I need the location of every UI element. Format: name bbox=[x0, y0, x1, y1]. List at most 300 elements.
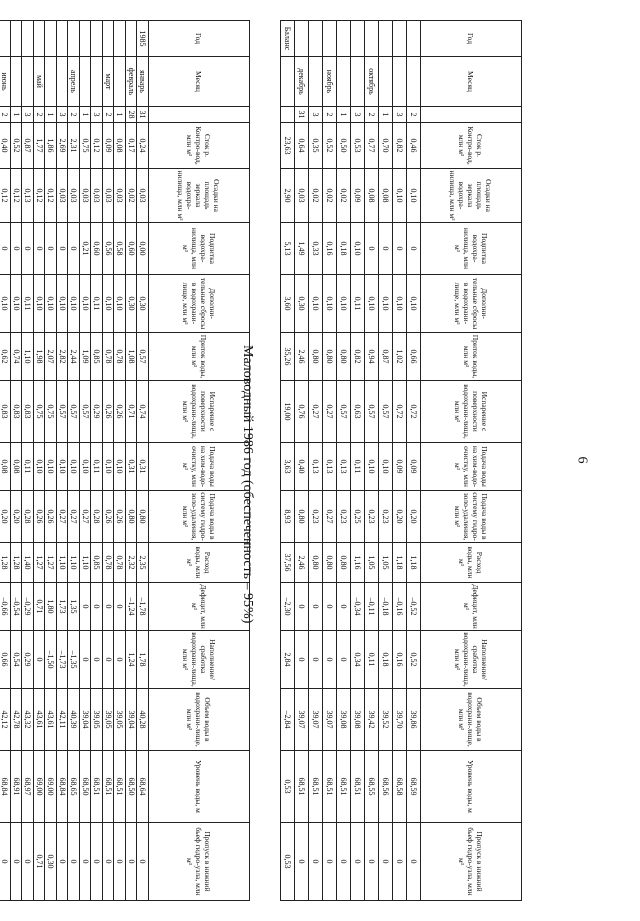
table-cell: 1 bbox=[379, 107, 393, 123]
table-cell: 1,05 bbox=[365, 543, 379, 583]
table-cell: 8,93 bbox=[281, 491, 295, 543]
table-cell: 0,80 bbox=[137, 491, 149, 543]
table-row bbox=[0, 21, 11, 901]
column-header: Год bbox=[149, 21, 250, 57]
table-cell: 2 bbox=[323, 107, 337, 123]
table-cell bbox=[393, 57, 407, 107]
table-cell: 0,13 bbox=[309, 443, 323, 491]
table-cell: 1,18 bbox=[393, 543, 407, 583]
table-cell: 0,26 bbox=[103, 381, 115, 443]
table-cell: 39,52 bbox=[379, 689, 393, 751]
table-cell: 0,30 bbox=[45, 823, 57, 901]
table-row bbox=[68, 21, 80, 901]
table-cell: 23,63 bbox=[281, 123, 295, 169]
table-cell: 69,00 bbox=[34, 751, 46, 823]
table-cell: 0,25 bbox=[351, 491, 365, 543]
table-cell: 68,84 bbox=[0, 751, 11, 823]
table-cell: 0,87 bbox=[22, 123, 34, 169]
table-cell: 0,10 bbox=[393, 275, 407, 333]
table-cell: 0,20 bbox=[407, 491, 421, 543]
table-row bbox=[281, 21, 295, 901]
table-cell bbox=[68, 21, 80, 57]
table-cell: 0,10 bbox=[114, 275, 126, 333]
table-cell: 2 bbox=[68, 107, 80, 123]
table-cell: 39,04 bbox=[80, 689, 92, 751]
table-cell: 1,24 bbox=[126, 631, 138, 689]
table-cell: 1,27 bbox=[34, 543, 46, 583]
table-cell: 0,10 bbox=[103, 443, 115, 491]
table-cell: 0,63 bbox=[351, 381, 365, 443]
table-cell bbox=[91, 21, 103, 57]
table-cell: 0,52 bbox=[323, 123, 337, 169]
table-cell: 68,84 bbox=[57, 751, 69, 823]
table-cell: 68,50 bbox=[126, 751, 138, 823]
column-header: Дополни-тельные сбросы в водохрани-лище, млн м³ bbox=[421, 275, 522, 333]
table-cell: 1 bbox=[45, 107, 57, 123]
table-cell: 0 bbox=[114, 583, 126, 631]
table-cell: 0,53 bbox=[351, 123, 365, 169]
table-cell: 0,66 bbox=[0, 631, 11, 689]
table-cell: 0 bbox=[22, 823, 34, 901]
table-cell: 2 bbox=[34, 107, 46, 123]
table-cell: 68,64 bbox=[137, 751, 149, 823]
table-cell: 0,57 bbox=[68, 381, 80, 443]
table-cell: 39,07 bbox=[323, 689, 337, 751]
column-header: Месяц bbox=[421, 57, 522, 107]
table-cell: 0,18 bbox=[337, 223, 351, 275]
table-cell: 2 bbox=[103, 107, 115, 123]
table-cell: 0 bbox=[80, 631, 92, 689]
table-cell: 39,05 bbox=[91, 689, 103, 751]
table-cell bbox=[80, 21, 92, 57]
table-cell: 0,31 bbox=[137, 443, 149, 491]
table-cell: 2,07 bbox=[45, 333, 57, 381]
table-cell: 2,82 bbox=[57, 333, 69, 381]
table-cell: 0,10 bbox=[365, 443, 379, 491]
table-cell: 0 bbox=[295, 823, 309, 901]
table-cell: 2,46 bbox=[295, 333, 309, 381]
table-cell: –0,54 bbox=[11, 583, 23, 631]
table-cell: 0,34 bbox=[351, 631, 365, 689]
table-cell: 0,56 bbox=[103, 223, 115, 275]
table-cell: 0,82 bbox=[351, 333, 365, 381]
table-cell: –0,16 bbox=[393, 583, 407, 631]
table-row bbox=[57, 21, 69, 901]
table-cell: октябрь bbox=[365, 57, 379, 107]
table-cell bbox=[114, 21, 126, 57]
table-cell: 68,55 bbox=[365, 751, 379, 823]
table-cell: 0 bbox=[351, 823, 365, 901]
table-cell: 0,78 bbox=[114, 333, 126, 381]
table-cell: 0,60 bbox=[91, 223, 103, 275]
table-row bbox=[91, 21, 103, 901]
table-cell: 0,02 bbox=[323, 169, 337, 223]
table-cell: 42,11 bbox=[57, 689, 69, 751]
table-cell: 68,51 bbox=[337, 751, 351, 823]
table-cell: 3,60 bbox=[281, 275, 295, 333]
table-cell: 2,31 bbox=[68, 123, 80, 169]
table-cell: 0,72 bbox=[393, 381, 407, 443]
table-cell: 0 bbox=[295, 583, 309, 631]
table-cell: 0,75 bbox=[80, 123, 92, 169]
table-cell: май bbox=[34, 57, 46, 107]
table-cell: 68,97 bbox=[22, 751, 34, 823]
table-cell: 43,61 bbox=[34, 689, 46, 751]
table-cell: 0,10 bbox=[337, 275, 351, 333]
column-header: Пропуск в нижний бьеф гидро-узла, млн м³ bbox=[421, 823, 522, 901]
table-header-row bbox=[149, 21, 250, 901]
table-cell: 0,10 bbox=[80, 275, 92, 333]
table-cell: 35,26 bbox=[281, 333, 295, 381]
table-cell: 0 bbox=[323, 823, 337, 901]
table-cell: 0,10 bbox=[365, 275, 379, 333]
table-cell: 68,51 bbox=[103, 751, 115, 823]
table-row bbox=[393, 21, 407, 901]
table-cell: 0,09 bbox=[103, 123, 115, 169]
table-cell: 0,27 bbox=[57, 491, 69, 543]
table-cell: 0,17 bbox=[126, 123, 138, 169]
table-row bbox=[34, 21, 46, 901]
table-cell: 0,74 bbox=[11, 333, 23, 381]
table-cell: 0,09 bbox=[351, 169, 365, 223]
table-cell: 0,27 bbox=[323, 381, 337, 443]
table-cell bbox=[365, 21, 379, 57]
table-cell: 0,80 bbox=[337, 333, 351, 381]
table-cell: 0,58 bbox=[114, 223, 126, 275]
table-cell: –0,18 bbox=[379, 583, 393, 631]
table-upper-block bbox=[280, 20, 522, 900]
table-cell: 0,10 bbox=[57, 275, 69, 333]
column-header: Подача воды на хим-водо-очистку, млн м³ bbox=[149, 443, 250, 491]
table-cell: 0 bbox=[80, 823, 92, 901]
table-cell: 28 bbox=[126, 107, 138, 123]
table-cell: 0 bbox=[323, 631, 337, 689]
table-cell: 0,80 bbox=[337, 543, 351, 583]
table-cell: 0 bbox=[91, 583, 103, 631]
table-cell: 31 bbox=[295, 107, 309, 123]
table-cell: 0,09 bbox=[393, 443, 407, 491]
table-cell: июнь bbox=[0, 57, 11, 107]
table-cell: 1,09 bbox=[80, 333, 92, 381]
table-cell: 0,21 bbox=[80, 223, 92, 275]
table-cell: 39,05 bbox=[103, 689, 115, 751]
table-cell: 0,28 bbox=[91, 491, 103, 543]
table-cell: 0 bbox=[34, 631, 46, 689]
column-header: Подпитка водохра-нилища, млн м³ bbox=[421, 223, 522, 275]
table-cell: 39,86 bbox=[407, 689, 421, 751]
table-cell: 1 bbox=[337, 107, 351, 123]
table-cell: 0,29 bbox=[91, 381, 103, 443]
table-cell: 39,05 bbox=[114, 689, 126, 751]
table-cell: 68,51 bbox=[351, 751, 365, 823]
table-cell: 0,10 bbox=[68, 275, 80, 333]
table-cell: 0,12 bbox=[11, 169, 23, 223]
table-cell: 0,10 bbox=[323, 275, 337, 333]
table-cell: 0,10 bbox=[0, 275, 11, 333]
table-cell: 0,20 bbox=[11, 491, 23, 543]
column-header: Наполнение/ сработка водохрани-лища, млн м³ bbox=[421, 631, 522, 689]
table-cell: 0,12 bbox=[34, 169, 46, 223]
table-row bbox=[114, 21, 126, 901]
table-cell: 0,03 bbox=[91, 169, 103, 223]
table-cell: 0,57 bbox=[379, 381, 393, 443]
table-row bbox=[323, 21, 337, 901]
table-cell: 0,02 bbox=[126, 169, 138, 223]
table-cell: –0,52 bbox=[407, 583, 421, 631]
table-cell: 0,30 bbox=[126, 275, 138, 333]
table-cell: 3 bbox=[57, 107, 69, 123]
table-cell: 0,11 bbox=[91, 443, 103, 491]
table-row bbox=[45, 21, 57, 901]
table-cell bbox=[114, 57, 126, 107]
table-cell: 0,78 bbox=[103, 543, 115, 583]
table-cell: 0 bbox=[337, 583, 351, 631]
column-header: Осадки на площадь зеркала водохра-нилища, млн м³ bbox=[149, 169, 250, 223]
table-cell: 0,09 bbox=[407, 443, 421, 491]
table-cell: 0 bbox=[365, 223, 379, 275]
table-cell: 0,10 bbox=[309, 275, 323, 333]
table-cell bbox=[379, 57, 393, 107]
table-cell: 0,10 bbox=[80, 443, 92, 491]
table-cell: 0,53 bbox=[281, 751, 295, 823]
table-cell: 1 bbox=[80, 107, 92, 123]
table-cell: 1,05 bbox=[379, 543, 393, 583]
table-cell: 0,74 bbox=[137, 381, 149, 443]
table-cell: 1,28 bbox=[11, 543, 23, 583]
table-row bbox=[103, 21, 115, 901]
table-cell: 1,10 bbox=[57, 543, 69, 583]
table-cell: 1,27 bbox=[45, 543, 57, 583]
column-header: Осадки на площадь зеркала водохра-нилища, млн м³ bbox=[421, 169, 522, 223]
table-cell: 0,10 bbox=[68, 443, 80, 491]
table-row bbox=[337, 21, 351, 901]
table-cell: 19,00 bbox=[281, 381, 295, 443]
table-cell: 0 bbox=[137, 823, 149, 901]
table-cell: –1,73 bbox=[57, 631, 69, 689]
table-cell: 43,32 bbox=[22, 689, 34, 751]
table-cell: 0,10 bbox=[407, 169, 421, 223]
table-cell: 1,18 bbox=[407, 543, 421, 583]
table-cell: 0 bbox=[57, 823, 69, 901]
table-cell bbox=[126, 21, 138, 57]
table-cell: 43,61 bbox=[45, 689, 57, 751]
table-cell: 0,78 bbox=[114, 543, 126, 583]
table-cell: 0,10 bbox=[103, 275, 115, 333]
table-cell: 0,57 bbox=[337, 381, 351, 443]
table-cell bbox=[407, 21, 421, 57]
column-header: Год bbox=[421, 21, 522, 57]
table-cell: 0,13 bbox=[323, 443, 337, 491]
table-row bbox=[80, 21, 92, 901]
table-cell: 42,12 bbox=[0, 689, 11, 751]
table-cell: 0 bbox=[11, 823, 23, 901]
table-cell bbox=[393, 21, 407, 57]
column-header: Месяц bbox=[149, 57, 250, 107]
table-cell: 0,08 bbox=[379, 169, 393, 223]
table-cell: 0,10 bbox=[57, 443, 69, 491]
column-header: Дефицит, млн м³ bbox=[149, 583, 250, 631]
table-cell: 0,02 bbox=[309, 169, 323, 223]
table-cell: 0,11 bbox=[365, 631, 379, 689]
table-cell: 68,58 bbox=[393, 751, 407, 823]
table-cell: 0 bbox=[11, 223, 23, 275]
table-cell: 0 bbox=[407, 223, 421, 275]
column-header: Сток р. Контро-вод, млн м³ bbox=[421, 123, 522, 169]
table-cell: 0,30 bbox=[137, 275, 149, 333]
table-cell: 0,16 bbox=[393, 631, 407, 689]
table-cell: 0,72 bbox=[407, 381, 421, 443]
table-cell: 0,13 bbox=[337, 443, 351, 491]
table-cell: 0 bbox=[103, 583, 115, 631]
table-cell: 0 bbox=[114, 631, 126, 689]
table-cell bbox=[309, 21, 323, 57]
table-cell bbox=[45, 57, 57, 107]
table-cell bbox=[0, 21, 11, 57]
table-cell: 0 bbox=[103, 823, 115, 901]
column-header: Подача воды в систему гидро-золо-удаления, млн м³ bbox=[421, 491, 522, 543]
table-cell: 0 bbox=[365, 823, 379, 901]
table-cell: 1,28 bbox=[0, 543, 11, 583]
table-cell: 2,84 bbox=[281, 631, 295, 689]
table-cell: 0,27 bbox=[323, 491, 337, 543]
column-header: Приток воды, млн м³ bbox=[421, 333, 522, 381]
table-cell bbox=[309, 57, 323, 107]
table-cell: ноябрь bbox=[323, 57, 337, 107]
table-cell: январь bbox=[137, 57, 149, 107]
table-cell: 68,50 bbox=[80, 751, 92, 823]
table-cell: 0,11 bbox=[351, 275, 365, 333]
table-cell: 2,90 bbox=[281, 169, 295, 223]
table-cell: 0 bbox=[337, 823, 351, 901]
table-cell: 1,78 bbox=[137, 631, 149, 689]
table-cell: 0,27 bbox=[80, 491, 92, 543]
table-cell: 1,10 bbox=[22, 333, 34, 381]
column-header: Испарение с поверхности водохрани-лища, млн м³ bbox=[421, 381, 522, 443]
table-cell: 0,87 bbox=[379, 333, 393, 381]
table-cell: 3 bbox=[393, 107, 407, 123]
table-cell: 0 bbox=[379, 823, 393, 901]
table-cell: 0,53 bbox=[281, 823, 295, 901]
section-title: Маловодный 1986 год (обеспеченность – 95%) bbox=[240, 345, 255, 624]
table-cell: 0,64 bbox=[295, 123, 309, 169]
table-cell: 0,71 bbox=[34, 823, 46, 901]
table-cell: 0,10 bbox=[379, 443, 393, 491]
table-cell: 1,02 bbox=[393, 333, 407, 381]
table-cell bbox=[57, 57, 69, 107]
table-cell bbox=[80, 57, 92, 107]
table-cell: 0,82 bbox=[393, 123, 407, 169]
table-cell: 0 bbox=[393, 223, 407, 275]
table-cell: 0 bbox=[22, 223, 34, 275]
table-cell: 0,10 bbox=[114, 443, 126, 491]
table-cell: 0 bbox=[126, 823, 138, 901]
table-cell: 0 bbox=[91, 823, 103, 901]
table-cell: 0,10 bbox=[11, 275, 23, 333]
table-cell: 0,08 bbox=[0, 443, 11, 491]
column-header: Расход воды, млн м³ bbox=[421, 543, 522, 583]
table-cell: 0,23 bbox=[337, 491, 351, 543]
table-cell: 0,80 bbox=[323, 333, 337, 381]
table-cell: 0,11 bbox=[22, 443, 34, 491]
table-cell bbox=[11, 21, 23, 57]
table-cell: 39,04 bbox=[126, 689, 138, 751]
table-cell bbox=[103, 21, 115, 57]
table-cell: 3 bbox=[351, 107, 365, 123]
table-cell: 0,18 bbox=[379, 631, 393, 689]
table-cell: –0,29 bbox=[22, 583, 34, 631]
table-cell: 0,35 bbox=[309, 123, 323, 169]
table-cell: 0,40 bbox=[295, 443, 309, 491]
table-cell: 0,29 bbox=[22, 631, 34, 689]
table-cell: 0,31 bbox=[126, 443, 138, 491]
table-cell bbox=[22, 57, 34, 107]
table-cell: декабрь bbox=[295, 57, 309, 107]
table-cell: 0,83 bbox=[22, 381, 34, 443]
table-cell: 0,94 bbox=[365, 333, 379, 381]
table-cell: 0,10 bbox=[34, 275, 46, 333]
table-cell: 68,51 bbox=[295, 751, 309, 823]
table-row bbox=[137, 21, 149, 901]
table-cell: 39,42 bbox=[365, 689, 379, 751]
column-header: Испарение с поверхности водохрани-лища, млн м³ bbox=[149, 381, 250, 443]
table-cell: март bbox=[103, 57, 115, 107]
table-cell bbox=[351, 57, 365, 107]
water-balance-table-lower bbox=[0, 20, 250, 901]
table-cell bbox=[379, 21, 393, 57]
table-cell bbox=[323, 21, 337, 57]
table-cell: 0,00 bbox=[137, 223, 149, 275]
table-cell: 0 bbox=[80, 583, 92, 631]
table-cell: 0 bbox=[323, 583, 337, 631]
table-cell: 0,26 bbox=[103, 491, 115, 543]
table-cell: 1,10 bbox=[80, 543, 92, 583]
table-cell: 0 bbox=[309, 823, 323, 901]
table-cell: –0,11 bbox=[365, 583, 379, 631]
table-cell: 0,20 bbox=[0, 491, 11, 543]
table-cell: 0,10 bbox=[45, 275, 57, 333]
table-cell bbox=[337, 57, 351, 107]
column-header: Приток воды, млн м³ bbox=[149, 333, 250, 381]
table-cell: 0 bbox=[68, 823, 80, 901]
table-cell: 2,32 bbox=[126, 543, 138, 583]
column-header: Сток р. Контро-вод, млн м³ bbox=[149, 123, 250, 169]
table-cell: –2,84 bbox=[281, 689, 295, 751]
table-cell: 0,57 bbox=[80, 381, 92, 443]
table-cell: 0,80 bbox=[309, 543, 323, 583]
table-cell: 0,20 bbox=[393, 491, 407, 543]
table-row bbox=[295, 21, 309, 901]
table-cell bbox=[11, 57, 23, 107]
table-cell: 0,80 bbox=[126, 491, 138, 543]
table-cell: 0,85 bbox=[91, 543, 103, 583]
table-cell bbox=[337, 21, 351, 57]
table-cell: 0,75 bbox=[45, 381, 57, 443]
table-cell bbox=[281, 107, 295, 123]
table-row bbox=[309, 21, 323, 901]
table-cell: 0 bbox=[91, 631, 103, 689]
table-cell: 0,10 bbox=[407, 275, 421, 333]
table-cell: 68,91 bbox=[11, 751, 23, 823]
table-cell: 68,65 bbox=[68, 751, 80, 823]
table-cell: 0,26 bbox=[45, 491, 57, 543]
table-cell: 39,08 bbox=[337, 689, 351, 751]
table-cell: 39,07 bbox=[309, 689, 323, 751]
table-cell: 68,59 bbox=[407, 751, 421, 823]
table-cell: 0,10 bbox=[393, 169, 407, 223]
table-row bbox=[126, 21, 138, 901]
table-cell: 0 bbox=[337, 631, 351, 689]
table-cell: 0,03 bbox=[68, 169, 80, 223]
